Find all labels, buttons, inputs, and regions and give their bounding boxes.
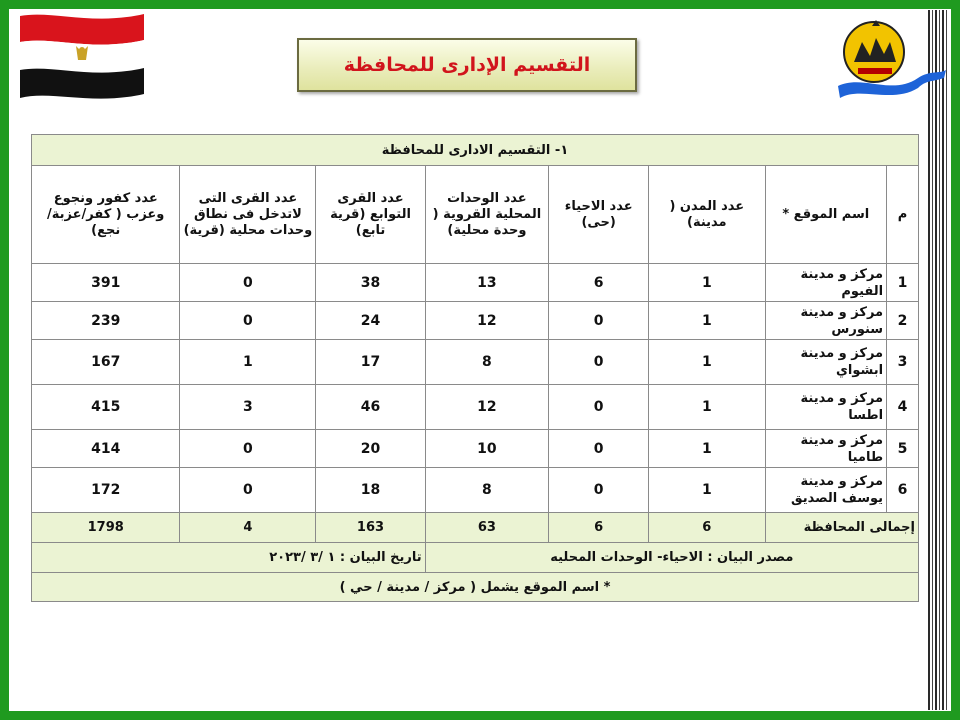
header-outside-villages: عدد القرى التى لاتدخل فى نطاق وحدات محلية (قرية)	[180, 166, 316, 264]
table-row	[32, 264, 919, 302]
table-row	[32, 385, 919, 430]
row-local-units: 8	[425, 340, 549, 385]
row-hamlets: 167	[32, 340, 180, 385]
row-districts: 0	[549, 385, 649, 430]
row-cities: 1	[649, 302, 765, 340]
row-name: مركز و مدينة سنورس	[765, 302, 887, 340]
row-cities: 1	[649, 385, 765, 430]
total-local-units: 63	[425, 513, 549, 543]
table-row	[32, 468, 919, 513]
row-name: مركز و مدينة الفيوم	[765, 264, 887, 302]
table-total-row	[32, 513, 919, 543]
row-outside-villages: 0	[180, 430, 316, 468]
row-outside-villages: 0	[180, 264, 316, 302]
data-source: مصدر البيان : الاحياء- الوحدات المحليه	[425, 543, 918, 573]
row-index: 3	[887, 340, 919, 385]
row-index: 4	[887, 385, 919, 430]
row-local-units: 10	[425, 430, 549, 468]
data-date: تاريخ البيان : ١ /٣ /٢٠٢٣	[32, 543, 426, 573]
egypt-flag-icon	[12, 10, 152, 102]
row-hamlets: 239	[32, 302, 180, 340]
total-villages: 163	[316, 513, 425, 543]
total-label: إجمالى المحافظة	[765, 513, 918, 543]
row-local-units: 12	[425, 385, 549, 430]
administrative-division-table	[31, 134, 919, 602]
page-title: التقسيم الإدارى للمحافظة	[343, 54, 591, 76]
page-title-box	[297, 38, 637, 92]
row-hamlets: 415	[32, 385, 180, 430]
row-villages: 38	[316, 264, 425, 302]
row-local-units: 8	[425, 468, 549, 513]
row-index: 1	[887, 264, 919, 302]
decorative-side-strip	[926, 10, 948, 710]
row-villages: 17	[316, 340, 425, 385]
header-villages: عدد القرى التوابع (قرية تابع)	[316, 166, 425, 264]
row-name: مركز و مدينة طاميا	[765, 430, 887, 468]
row-districts: 6	[549, 264, 649, 302]
row-districts: 0	[549, 430, 649, 468]
row-hamlets: 414	[32, 430, 180, 468]
row-cities: 1	[649, 468, 765, 513]
table-row	[32, 302, 919, 340]
row-outside-villages: 1	[180, 340, 316, 385]
header-cities: عدد المدن ( مدينة)	[649, 166, 765, 264]
table-caption-row	[32, 135, 919, 166]
row-villages: 18	[316, 468, 425, 513]
table-note-row	[32, 573, 919, 602]
row-villages: 46	[316, 385, 425, 430]
total-districts: 6	[549, 513, 649, 543]
total-outside-villages: 4	[180, 513, 316, 543]
row-index: 2	[887, 302, 919, 340]
row-local-units: 12	[425, 302, 549, 340]
table-footer-row	[32, 543, 919, 573]
total-cities: 6	[649, 513, 765, 543]
row-local-units: 13	[425, 264, 549, 302]
row-outside-villages: 3	[180, 385, 316, 430]
table-caption: ١- التقسيم الادارى للمحافظة	[32, 135, 919, 166]
table-row	[32, 430, 919, 468]
row-districts: 0	[549, 468, 649, 513]
row-name: مركز و مدينة يوسف الصديق	[765, 468, 887, 513]
table-header-row	[32, 166, 919, 264]
row-hamlets: 172	[32, 468, 180, 513]
row-name: مركز و مدينة اطسا	[765, 385, 887, 430]
header-hamlets: عدد كفور ونجوع وعزب ( كفر/عزبة/نجع)	[32, 166, 180, 264]
row-cities: 1	[649, 430, 765, 468]
header-index: م	[887, 166, 919, 264]
row-outside-villages: 0	[180, 468, 316, 513]
row-outside-villages: 0	[180, 302, 316, 340]
table-row	[32, 340, 919, 385]
row-name: مركز و مدينة ابشواي	[765, 340, 887, 385]
row-villages: 20	[316, 430, 425, 468]
row-cities: 1	[649, 340, 765, 385]
header-local-units: عدد الوحدات المحلية القروية ( وحدة محلية)	[425, 166, 549, 264]
total-hamlets: 1798	[32, 513, 180, 543]
header-site-name: اسم الموقع *	[765, 166, 887, 264]
row-districts: 0	[549, 340, 649, 385]
header-districts: عدد الاحياء (حى)	[549, 166, 649, 264]
row-hamlets: 391	[32, 264, 180, 302]
row-index: 6	[887, 468, 919, 513]
table-note: * اسم الموقع يشمل ( مركز / مدينة / حي )	[32, 573, 919, 602]
row-cities: 1	[649, 264, 765, 302]
row-villages: 24	[316, 302, 425, 340]
row-index: 5	[887, 430, 919, 468]
row-districts: 0	[549, 302, 649, 340]
governorate-logo	[832, 8, 950, 110]
